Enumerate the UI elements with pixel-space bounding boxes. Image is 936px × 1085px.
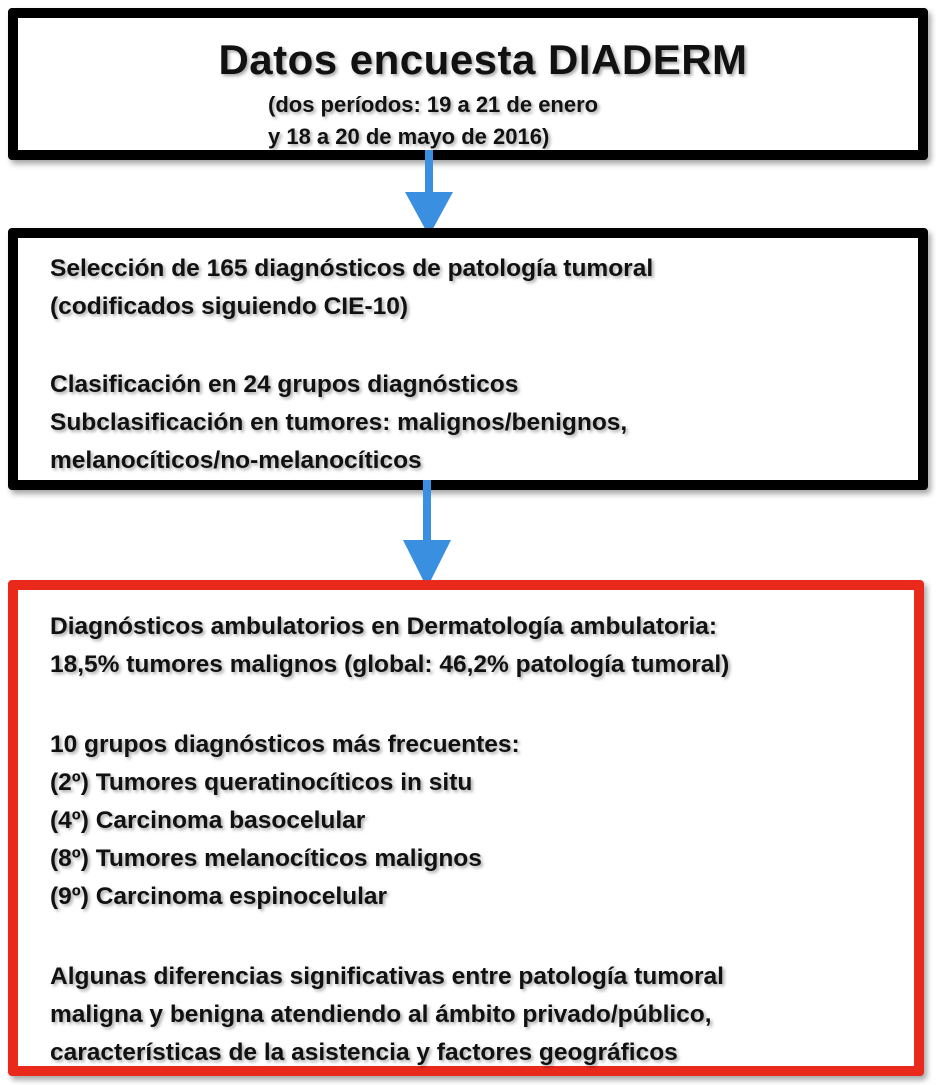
group-item: (2º) Tumores queratinocíticos in situ: [50, 769, 473, 796]
survey-data-box: [8, 8, 928, 160]
results-box: [8, 580, 924, 1076]
period-line-1: (dos períodos: 19 a 21 de enero: [268, 92, 599, 117]
results-line-2: 18,5% tumores malignos (global: 46,2% patología tumoral): [50, 651, 730, 678]
conclusion-line-3: características de la asistencia y factores geográficos: [50, 1039, 678, 1066]
subclassification-line: Subclasificación en tumores: malignos/benignos,: [50, 409, 628, 436]
diagram-title: Datos encuesta DIADERM: [218, 36, 748, 83]
group-item: (9º) Carcinoma espinocelular: [50, 883, 388, 910]
melanocytic-line: melanocíticos/no-melanocíticos: [50, 447, 422, 474]
down-arrow-1: [401, 150, 457, 238]
coding-line: (codificados siguiendo CIE-10): [50, 293, 409, 320]
conclusion-line-1: Algunas diferencias significativas entre patología tumoral: [50, 963, 724, 990]
group-item: (8º) Tumores melanocíticos malignos: [50, 845, 482, 872]
results-line-1: Diagnósticos ambulatorios en Dermatología ambulatoria:: [50, 613, 718, 640]
selection-line: Selección de 165 diagnósticos de patología tumoral: [50, 255, 654, 282]
classification-line: Clasificación en 24 grupos diagnósticos: [50, 371, 519, 398]
groups-heading: 10 grupos diagnósticos más frecuentes:: [50, 731, 520, 758]
group-item: (4º) Carcinoma basocelular: [50, 807, 366, 834]
diagnosis-selection-box: [8, 228, 928, 490]
period-line-2: y 18 a 20 de mayo de 2016): [268, 124, 550, 149]
conclusion-line-2: maligna y benigna atendiendo al ámbito privado/público,: [50, 1001, 712, 1028]
down-arrow-2: [399, 480, 455, 590]
